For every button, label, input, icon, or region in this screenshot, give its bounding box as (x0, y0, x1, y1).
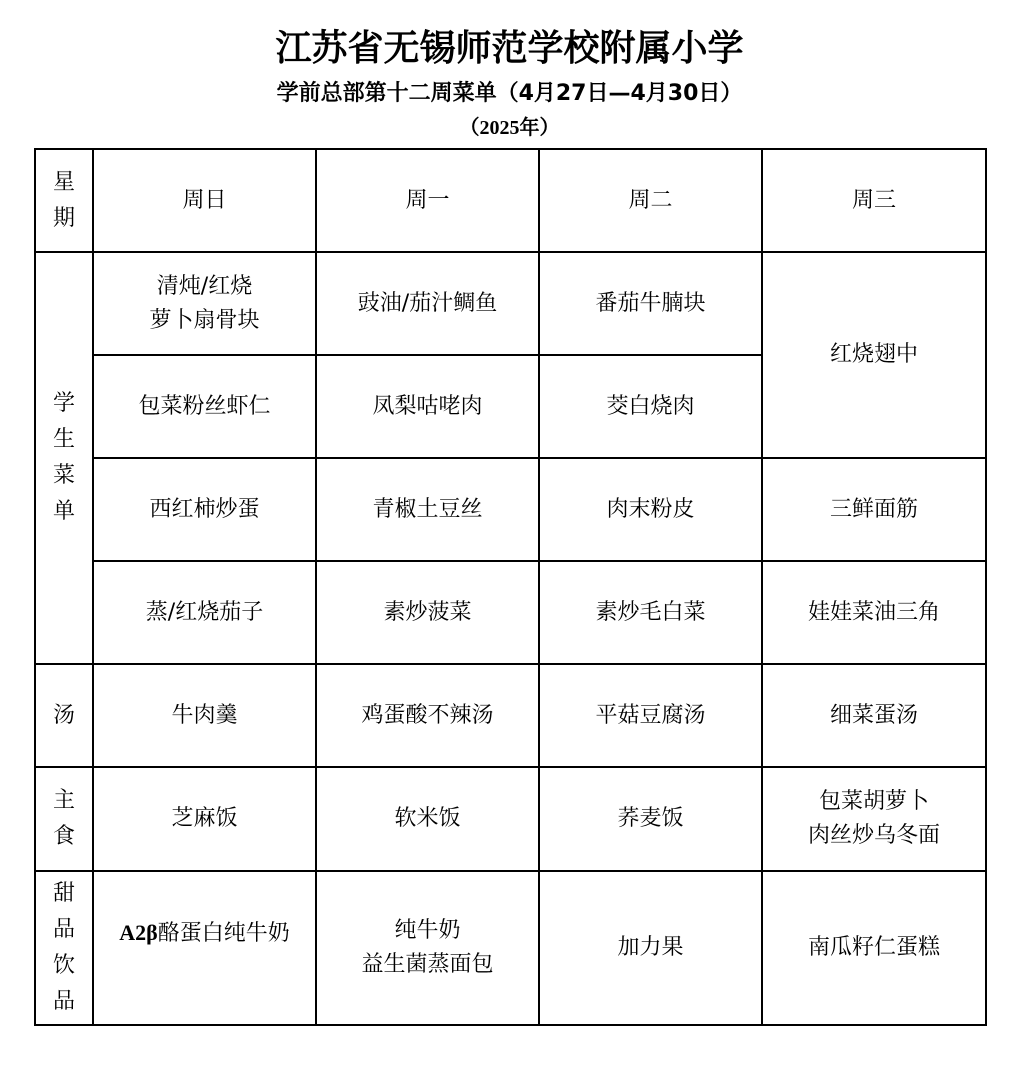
menu-cell-sunday: 西红柿炒蛋 (93, 458, 316, 561)
menu-year: （2025年） (459, 117, 560, 139)
soup-cell-wednesday: 细菜蛋汤 (762, 664, 986, 767)
header-day-wednesday: 周三 (762, 149, 986, 252)
soup-cell-monday: 鸡蛋酸不辣汤 (316, 664, 539, 767)
menu-cell-monday: 素炒菠菜 (316, 561, 539, 664)
dish-line: 萝卜扇骨块 (149, 307, 260, 333)
staple-cell-monday: 软米饭 (316, 767, 539, 871)
staple-row (35, 767, 986, 871)
weekday-label: 星期 (52, 169, 75, 231)
student-menu-row-3 (35, 458, 986, 561)
soup-cell-sunday: 牛肉羹 (93, 664, 316, 767)
menu-cell-wednesday: 娃娃菜油三角 (762, 561, 986, 664)
menu-cell-monday: 凤梨咕咾肉 (316, 355, 539, 458)
weekly-menu-table (34, 148, 987, 1026)
dessert-cell-tuesday: 加力果 (539, 871, 762, 1025)
student-menu-label: 学生菜单 (52, 391, 75, 524)
menu-cell-tuesday: 番茄牛腩块 (539, 252, 762, 355)
menu-cell-sunday: 包菜粉丝虾仁 (93, 355, 316, 458)
page-title: 江苏省无锡师范学校附属小学 (275, 28, 744, 69)
menu-cell-sunday: 蒸/红烧茄子 (93, 561, 316, 664)
menu-cell-monday: 青椒土豆丝 (316, 458, 539, 561)
dish-line: 包菜胡萝卜 (818, 789, 929, 814)
soup-cell-tuesday: 平菇豆腐汤 (539, 664, 762, 767)
menu-cell-tuesday: 茭白烧肉 (539, 355, 762, 458)
dish-line: 清炖/红烧 (156, 273, 253, 299)
soup-row (35, 664, 986, 767)
header-row (35, 149, 986, 252)
menu-cell-sunday (93, 252, 316, 355)
header-day-sunday: 周日 (93, 149, 316, 252)
dish-line: 肉丝炒乌冬面 (807, 823, 940, 848)
soup-label-cell (35, 664, 93, 767)
student-menu-row-1 (35, 252, 986, 355)
dessert-label-cell (35, 871, 93, 1025)
dessert-cell-wednesday: 南瓜籽仁蛋糕 (762, 871, 986, 1025)
menu-cell-wednesday: 红烧翅中 (762, 252, 986, 458)
student-menu-label-cell (35, 252, 93, 664)
header-day-monday: 周一 (316, 149, 539, 252)
dish-line: 纯牛奶 (394, 918, 461, 943)
header-day-tuesday: 周二 (539, 149, 762, 252)
menu-cell-tuesday: 肉末粉皮 (539, 458, 762, 561)
menu-cell-wednesday: 三鲜面筋 (762, 458, 986, 561)
dessert-cell-monday (316, 871, 539, 1025)
dessert-row (35, 871, 986, 1025)
menu-cell-tuesday: 素炒毛白菜 (539, 561, 762, 664)
soup-label: 汤 (52, 702, 75, 728)
dessert-cell-sunday (93, 871, 316, 1025)
staple-label-cell (35, 767, 93, 871)
menu-cell-monday: 豉油/茄汁鲷鱼 (316, 252, 539, 355)
staple-label: 主食 (52, 788, 75, 849)
dessert-brand-prefix: A2β (119, 920, 158, 945)
staple-cell-wednesday (762, 767, 986, 871)
staple-cell-tuesday: 荞麦饭 (539, 767, 762, 871)
weekday-label-cell (35, 149, 93, 252)
dessert-name: 酪蛋白纯牛奶 (157, 921, 290, 946)
dessert-label: 甜品饮品 (52, 881, 75, 1014)
student-menu-row-4 (35, 561, 986, 664)
dish-line: 益生菌蒸面包 (361, 952, 494, 977)
staple-cell-sunday: 芝麻饭 (93, 767, 316, 871)
page-subtitle: 学前总部第十二周菜单（4月27日—4月30日） (276, 81, 743, 106)
